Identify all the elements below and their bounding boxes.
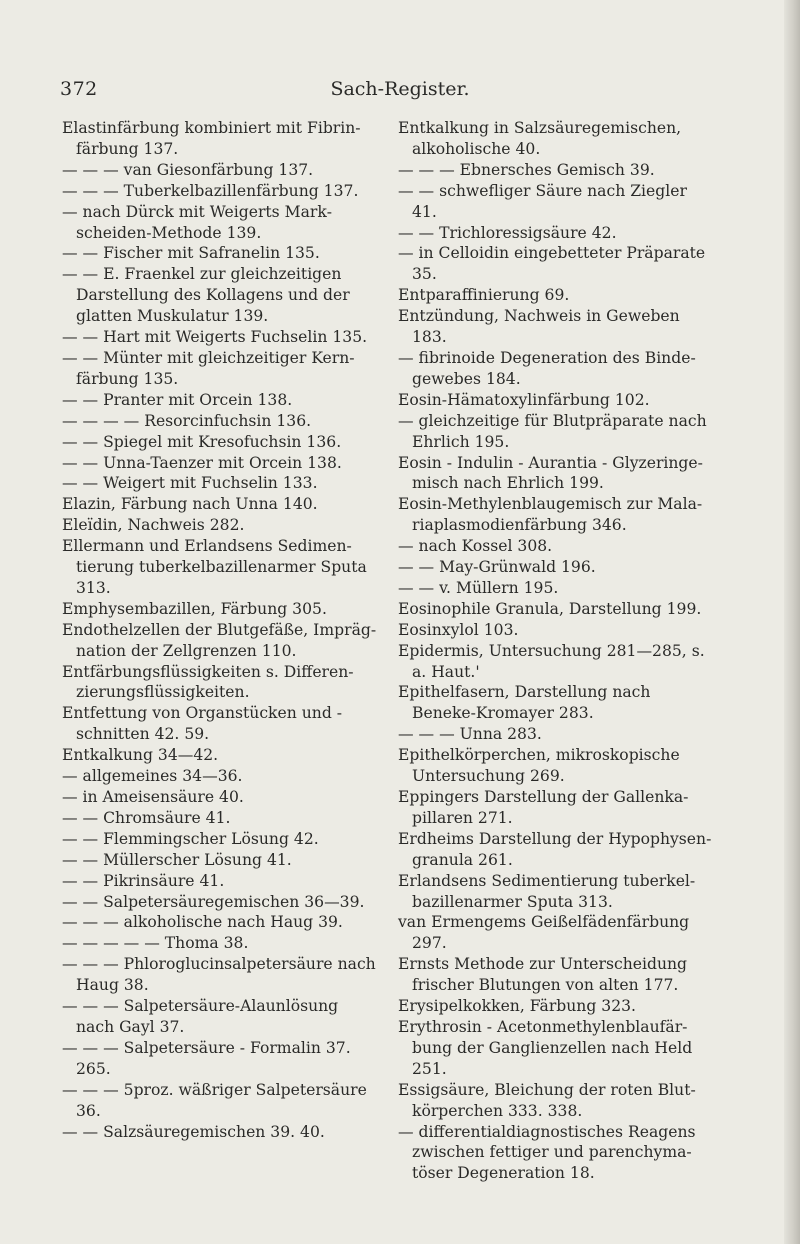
index-entry: — in Celloidin eingebetteter Präparate 35.: [398, 244, 706, 284]
index-entry: — nach Kossel 308.: [398, 537, 553, 556]
index-entry: — — May-Grünwald 196.: [398, 558, 596, 577]
index-entry: Elazin, Färbung nach Unna 140.: [62, 495, 318, 514]
index-entry: Elastinfärbung kombiniert mit Fibrinfärbung 137.: [62, 119, 361, 158]
index-entry: Ernsts Methode zur Unterscheidung frischer Blutungen von alten 177.: [398, 955, 688, 995]
index-entry: — — Hart mit Weigerts Fuchselin 135.: [62, 328, 368, 347]
index-entry: — — Trichloressigsäure 42.: [398, 223, 617, 242]
index-entry: — — — van Giesonfärbung 137.: [62, 160, 314, 179]
page-number: 372: [60, 78, 98, 100]
index-entry: Eosin-Methylenblaugemisch zur Malariaplasmodienfärbung 346.: [398, 495, 703, 535]
index-entry: — — — Salpetersäure - Formalin 37. 265.: [62, 1038, 351, 1078]
index-entry: Ellermann und Erlandsens Sedimentierung tuberkelbazillenarmer Sputa 313.: [62, 537, 367, 597]
index-entry: — — — alkoholische nach Haug 39.: [62, 913, 343, 932]
index-entry: Eppingers Darstellung der Gallenkapillaren 271.: [398, 788, 689, 827]
index-entry: — — Pikrinsäure 41.: [62, 871, 225, 890]
index-entry: Erlandsens Sedimentierung tuberkelbazillenarmer Sputa 313.: [398, 871, 696, 911]
index-entry: — — Pranter mit Orcein 138.: [62, 390, 293, 409]
index-entry: — — — Tuberkelbazillenfärbung 137.: [62, 181, 359, 200]
index-entry: Entparaffinierung 69.: [398, 286, 570, 305]
index-entry: — differentialdiagnostisches Reagens zwischen fettiger und parenchymatöser Degeneration 18.: [398, 1122, 696, 1183]
index-entry: — — Flemmingscher Lösung 42.: [62, 829, 319, 848]
page-header: [60, 78, 740, 108]
index-entry: — — v. Müllern 195.: [398, 578, 559, 597]
index-entry: Erythrosin - Acetonmethylenblaufärbung der Ganglienzellen nach Held 251.: [398, 1017, 693, 1078]
index-entry: Eosin - Indulin - Aurantia - Glyzeringemisch nach Ehrlich 199.: [398, 453, 703, 493]
index-entry: — — Salzsäuregemischen 39. 40.: [62, 1122, 325, 1141]
index-entry: Essigsäure, Bleichung der roten Blutkörperchen 333. 338.: [398, 1080, 696, 1120]
index-entry: — — E. Fraenkel zur gleichzeitigen Darstellung des Kollagens und der glatten Muskulatur 139.: [62, 265, 350, 326]
index-entry: Entkalkung in Salzsäuregemischen, alkoholische 40.: [398, 119, 682, 158]
index-entry: — — — Salpetersäure-Alaunlösung nach Gayl 37.: [62, 997, 339, 1036]
index-entry: — — Weigert mit Fuchselin 133.: [62, 474, 318, 493]
index-entry: — — schwefliger Säure nach Ziegler 41.: [398, 181, 687, 221]
index-entry: — — Unna-Taenzer mit Orcein 138.: [62, 453, 342, 472]
index-entry: Epithelfasern, Darstellung nach Beneke-Kromayer 283.: [398, 683, 651, 723]
index-entry: van Ermengems Geißelfädenfärbung 297.: [398, 913, 690, 953]
index-entry: Entfettung von Organstücken und -schnitten 42. 59.: [62, 704, 343, 744]
index-entry: Erdheims Darstellung der Hypophysengranula 261.: [398, 829, 712, 869]
index-entry: — — — Unna 283.: [398, 725, 542, 744]
index-entry: Eosinophile Granula, Darstellung 199.: [398, 599, 702, 618]
page-edge-shadow: [784, 0, 800, 1244]
index-entry: — — Fischer mit Safranelin 135.: [62, 244, 320, 263]
index-entry: — — — Ebnersches Gemisch 39.: [398, 160, 655, 179]
index-entry: Eosin-Hämatoxylinfärbung 102.: [398, 390, 650, 409]
index-entry: Epithelkörperchen, mikroskopische Untersuchung 269.: [398, 746, 680, 786]
index-entry: Entfärbungsflüssigkeiten s. Differenzierungsflüssigkeiten.: [62, 662, 354, 702]
index-entry: Emphysembazillen, Färbung 305.: [62, 599, 327, 618]
index-entry: — — — 5proz. wäßriger Salpetersäure 36.: [62, 1080, 367, 1120]
index-entry: — gleichzeitige für Blutpräparate nach Ehrlich 195.: [398, 411, 707, 451]
index-entry: — in Ameisensäure 40.: [62, 788, 244, 806]
index-entry: Epidermis, Untersuchung 281—285, s. a. Haut.': [398, 641, 705, 681]
running-title: Sach-Register.: [330, 78, 470, 100]
index-entry: — nach Dürck mit Weigerts Markscheiden-Methode 139.: [62, 202, 333, 242]
index-entry: Erysipelkokken, Färbung 323.: [398, 997, 636, 1016]
index-entry: — — Spiegel mit Kresofuchsin 136.: [62, 432, 342, 451]
index-column-right: [398, 118, 714, 1184]
index-column-left: [62, 118, 378, 1142]
index-entry: — — Müllerscher Lösung 41.: [62, 850, 292, 869]
index-entry: — — — — Resorcinfuchsin 136.: [62, 411, 312, 430]
index-entry: — — Salpetersäuregemischen 36—39.: [62, 892, 365, 911]
index-entry: — — — Phloroglucinsalpetersäure nach Haug 38.: [62, 955, 376, 995]
index-entry: — allgemeines 34—36.: [62, 767, 243, 786]
index-entry: — fibrinoide Degeneration des Bindegewebes 184.: [398, 348, 696, 388]
index-entry: — — Chromsäure 41.: [62, 808, 231, 827]
index-entry: Eosinxylol 103.: [398, 620, 519, 639]
index-entry: Entkalkung 34—42.: [62, 746, 219, 765]
index-entry: Entzündung, Nachweis in Geweben 183.: [398, 307, 680, 347]
index-entry: — — Münter mit gleichzeitiger Kernfärbung 135.: [62, 348, 355, 388]
index-entry: — — — — — Thoma 38.: [62, 934, 249, 953]
index-entry: Endothelzellen der Blutgefäße, Imprägnation der Zellgrenzen 110.: [62, 620, 377, 660]
index-entry: Eleïdin, Nachweis 282.: [62, 516, 245, 535]
